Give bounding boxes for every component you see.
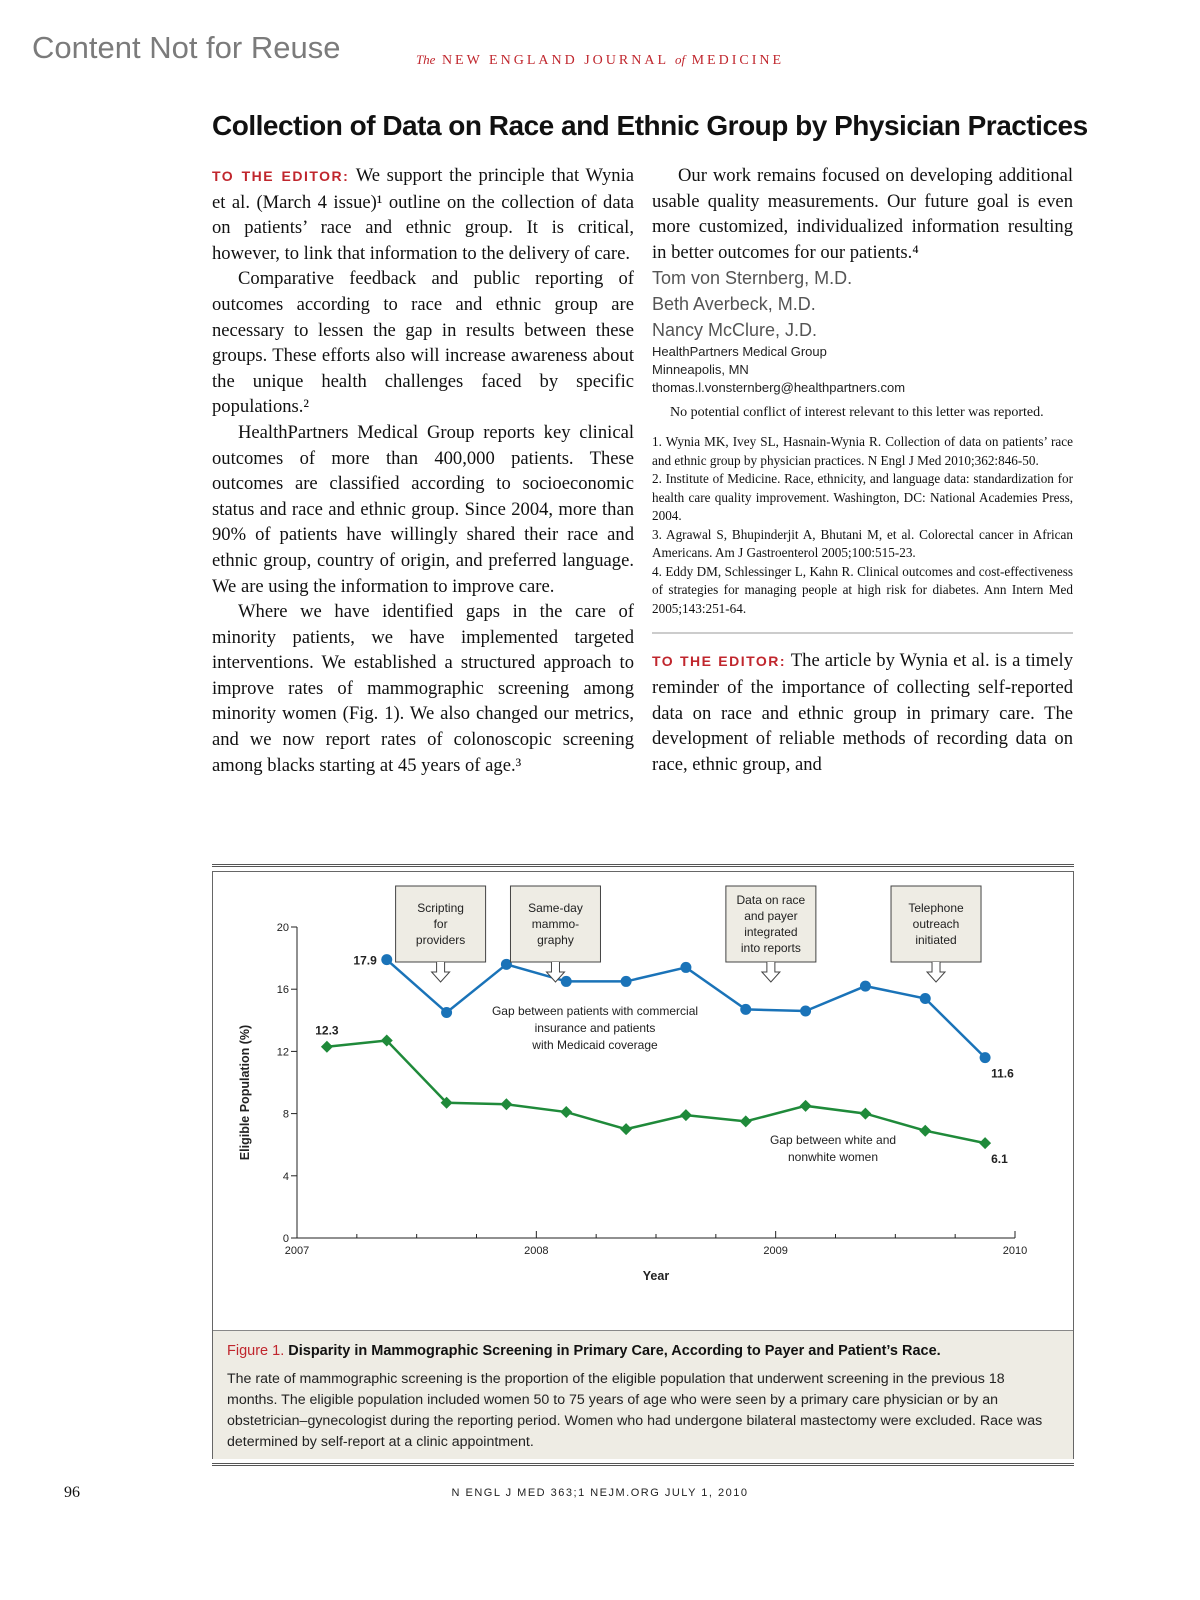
y-tick-label: 20 bbox=[276, 922, 289, 934]
data-label: 6.1 bbox=[991, 1152, 1008, 1167]
annotation-arrow bbox=[762, 962, 780, 982]
divider bbox=[652, 632, 1073, 634]
data-point bbox=[800, 1100, 812, 1112]
author: Beth Averbeck, M.D. bbox=[652, 294, 816, 315]
figure-1 bbox=[212, 864, 1074, 1466]
annotation-text: Telephone bbox=[908, 901, 964, 915]
data-point bbox=[680, 1109, 692, 1121]
series-label: insurance and patients bbox=[534, 1021, 656, 1035]
annotation-text: mammo- bbox=[531, 917, 580, 931]
data-point bbox=[919, 1125, 931, 1137]
paragraph-text: The article by Wynia et al. is a timely reminder of the importance of collecting self-reported data on race and ethnic group in primary care. The development of reliable methods of recording data on race, ethnic group, and bbox=[652, 650, 1073, 775]
data-point bbox=[560, 1106, 572, 1118]
annotation-text: Same-day bbox=[528, 901, 583, 915]
data-point bbox=[860, 981, 871, 992]
y-tick-label: 8 bbox=[282, 1108, 289, 1121]
annotation-text: providers bbox=[415, 933, 466, 947]
series-label: Gap between white and bbox=[769, 1133, 897, 1147]
data-point bbox=[441, 1007, 452, 1018]
annotation-text: initiated bbox=[915, 933, 957, 947]
x-tick-label: 2008 bbox=[524, 1245, 549, 1257]
x-axis-title: Year bbox=[642, 1269, 670, 1283]
x-tick-label: 2007 bbox=[284, 1245, 310, 1257]
data-label: 11.6 bbox=[991, 1066, 1014, 1081]
annotation-text: Scripting bbox=[417, 901, 464, 915]
data-point bbox=[621, 976, 632, 987]
y-tick-label: 16 bbox=[276, 984, 289, 997]
journal-medicine: MEDICINE bbox=[691, 53, 785, 68]
reference-item: 3. Agrawal S, Bhupinderjit A, Bhutani M, et al. Colorectal cancer in African Americans. Am J Gastroenterol 2005;100:515-23. bbox=[652, 526, 1073, 561]
watermark: Content Not for Reuse bbox=[32, 30, 341, 65]
data-point bbox=[859, 1108, 871, 1120]
references bbox=[652, 433, 1073, 618]
y-tick-label: 12 bbox=[276, 1046, 289, 1059]
figure-label: Figure 1. bbox=[227, 1343, 285, 1359]
data-point bbox=[381, 954, 392, 965]
series-line bbox=[327, 1041, 985, 1144]
data-label: 12.3 bbox=[315, 1023, 339, 1038]
data-point bbox=[740, 1004, 751, 1015]
caption-title-text: Disparity in Mammographic Screening in Primary Care, According to Payer and Patient’s Race. bbox=[284, 1343, 941, 1359]
author-list bbox=[652, 265, 1073, 343]
line-chart bbox=[213, 872, 1073, 1330]
author: Nancy McClure, J.D. bbox=[652, 320, 818, 341]
journal-name: NEW ENGLAND JOURNAL bbox=[441, 53, 669, 68]
right-column bbox=[652, 163, 1073, 777]
location: Minneapolis, MN bbox=[652, 362, 749, 378]
letter1-paragraph-2: Comparative feedback and public reporting of outcomes according to race and ethnic group are necessary to lessen the gap in results between these groups. These efforts also will increase awareness about the unique health challenges faced by specific populations.² bbox=[212, 268, 634, 418]
annotation-text: outreach bbox=[912, 917, 960, 931]
data-point bbox=[920, 993, 931, 1004]
journal-header bbox=[0, 52, 1200, 69]
journal-the: The bbox=[415, 52, 436, 67]
paragraph-text: We support the principle that Wynia et al. (March 4 issue)¹ outline on the collection of data on patients’ race and ethnic group. It is critical, however, to link that information to the delivery of care. bbox=[212, 165, 634, 264]
data-point bbox=[561, 976, 572, 987]
letter1-paragraph-3: HealthPartners Medical Group reports key clinical outcomes of more than 400,000 patients. These outcomes are classified according to socioeconomic status and race and ethnic group. Since 2004, more than 90% of patients have willingly shared their race and ethnic group, country of origin, and preferred language. We are using the information to improve care. bbox=[212, 421, 634, 597]
letter2-paragraph-1 bbox=[652, 648, 1073, 777]
left-column bbox=[212, 163, 634, 778]
x-tick-label: 2009 bbox=[763, 1245, 788, 1257]
annotation-text: Data on race bbox=[736, 893, 806, 907]
data-point bbox=[500, 1098, 512, 1110]
y-tick-label: 0 bbox=[282, 1233, 289, 1245]
y-axis-title: Eligible Population (%) bbox=[238, 1024, 252, 1161]
series-label: nonwhite women bbox=[787, 1150, 879, 1164]
reference-item: 4. Eddy DM, Schlessinger L, Kahn R. Clinical outcomes and cost-effectiveness of strategies for managing people at high risk for diabetes. Ann Intern Med 2005;143:251-64. bbox=[652, 563, 1073, 616]
reference-item: 2. Institute of Medicine. Race, ethnicity, and language data: standardization for health care quality improvement. Washington, DC: National Academies Press, 2004. bbox=[652, 471, 1073, 524]
x-tick-label: 2010 bbox=[1002, 1245, 1028, 1257]
article-title: Collection of Data on Race and Ethnic Group by Physician Practices bbox=[212, 110, 1088, 141]
letter1-paragraph-5: Our work remains focused on developing additional usable quality measurements. Our future goal is even more customized, individualized information resulting in better outcomes for our patients.⁴ bbox=[652, 165, 1073, 263]
data-point bbox=[740, 1115, 752, 1127]
affiliation: HealthPartners Medical Group bbox=[652, 344, 827, 360]
figure-caption bbox=[213, 1330, 1073, 1459]
annotation-arrow bbox=[927, 962, 945, 982]
series-label: with Medicaid coverage bbox=[532, 1038, 658, 1052]
data-point bbox=[680, 962, 691, 973]
journal-of: of bbox=[674, 52, 686, 67]
series-label: Gap between patients with commercial bbox=[491, 1004, 699, 1018]
annotation-text: into reports bbox=[740, 941, 801, 955]
data-point bbox=[980, 1052, 991, 1063]
annotation-arrow bbox=[432, 962, 450, 982]
caption-body: The rate of mammographic screening is the proportion of the eligible population that underwent screening in the previous 18 months. The eligible population included women 50 to 75 years of age who were seen by a primary care physician or by an obstetrician–gynecologist during the reporting period. Women who had undergone bilateral mastectomy were excluded. Race was determined by self-report at a clinic appointment. bbox=[227, 1371, 1043, 1450]
letter1-paragraph-1 bbox=[212, 163, 634, 266]
data-point bbox=[620, 1123, 632, 1135]
page-number: 96 bbox=[64, 1484, 80, 1501]
y-tick-label: 4 bbox=[282, 1170, 289, 1183]
caption-title bbox=[227, 1343, 941, 1359]
annotation-text: graphy bbox=[537, 933, 574, 947]
page-footer: N ENGL J MED 363;1 NEJM.ORG JULY 1, 2010 bbox=[451, 1487, 749, 1499]
data-point bbox=[800, 1005, 811, 1016]
author: Tom von Sternberg, M.D. bbox=[652, 268, 853, 289]
lead-to-the-editor: TO THE EDITOR: bbox=[212, 168, 350, 184]
disclosure: No potential conflict of interest relevant to this letter was reported. bbox=[670, 405, 1044, 421]
reference-item: 1. Wynia MK, Ivey SL, Hasnain-Wynia R. Collection of data on patients’ race and ethnic group by physician practices. N Engl J Med 2010;362:846-50. bbox=[652, 434, 1073, 468]
annotation-text: integrated bbox=[744, 925, 798, 939]
email[interactable]: thomas.l.vonsternberg@healthpartners.com bbox=[652, 380, 906, 396]
data-point bbox=[321, 1041, 333, 1053]
letter1-paragraph-4: Where we have identified gaps in the care of minority patients, we have implemented targeted interventions. We established a structured approach to improve rates of mammographic screening among minority women (Fig. 1). We also changed our metrics, and we now report rates of colonoscopic screening among blacks starting at 45 years of age.³ bbox=[212, 601, 634, 776]
figure-frame bbox=[212, 871, 1074, 1459]
data-label: 17.9 bbox=[353, 953, 377, 968]
lead-to-the-editor: TO THE EDITOR: bbox=[652, 653, 787, 670]
annotation-text: for bbox=[433, 917, 448, 931]
annotation-text: and payer bbox=[744, 909, 798, 923]
data-point bbox=[979, 1137, 991, 1149]
